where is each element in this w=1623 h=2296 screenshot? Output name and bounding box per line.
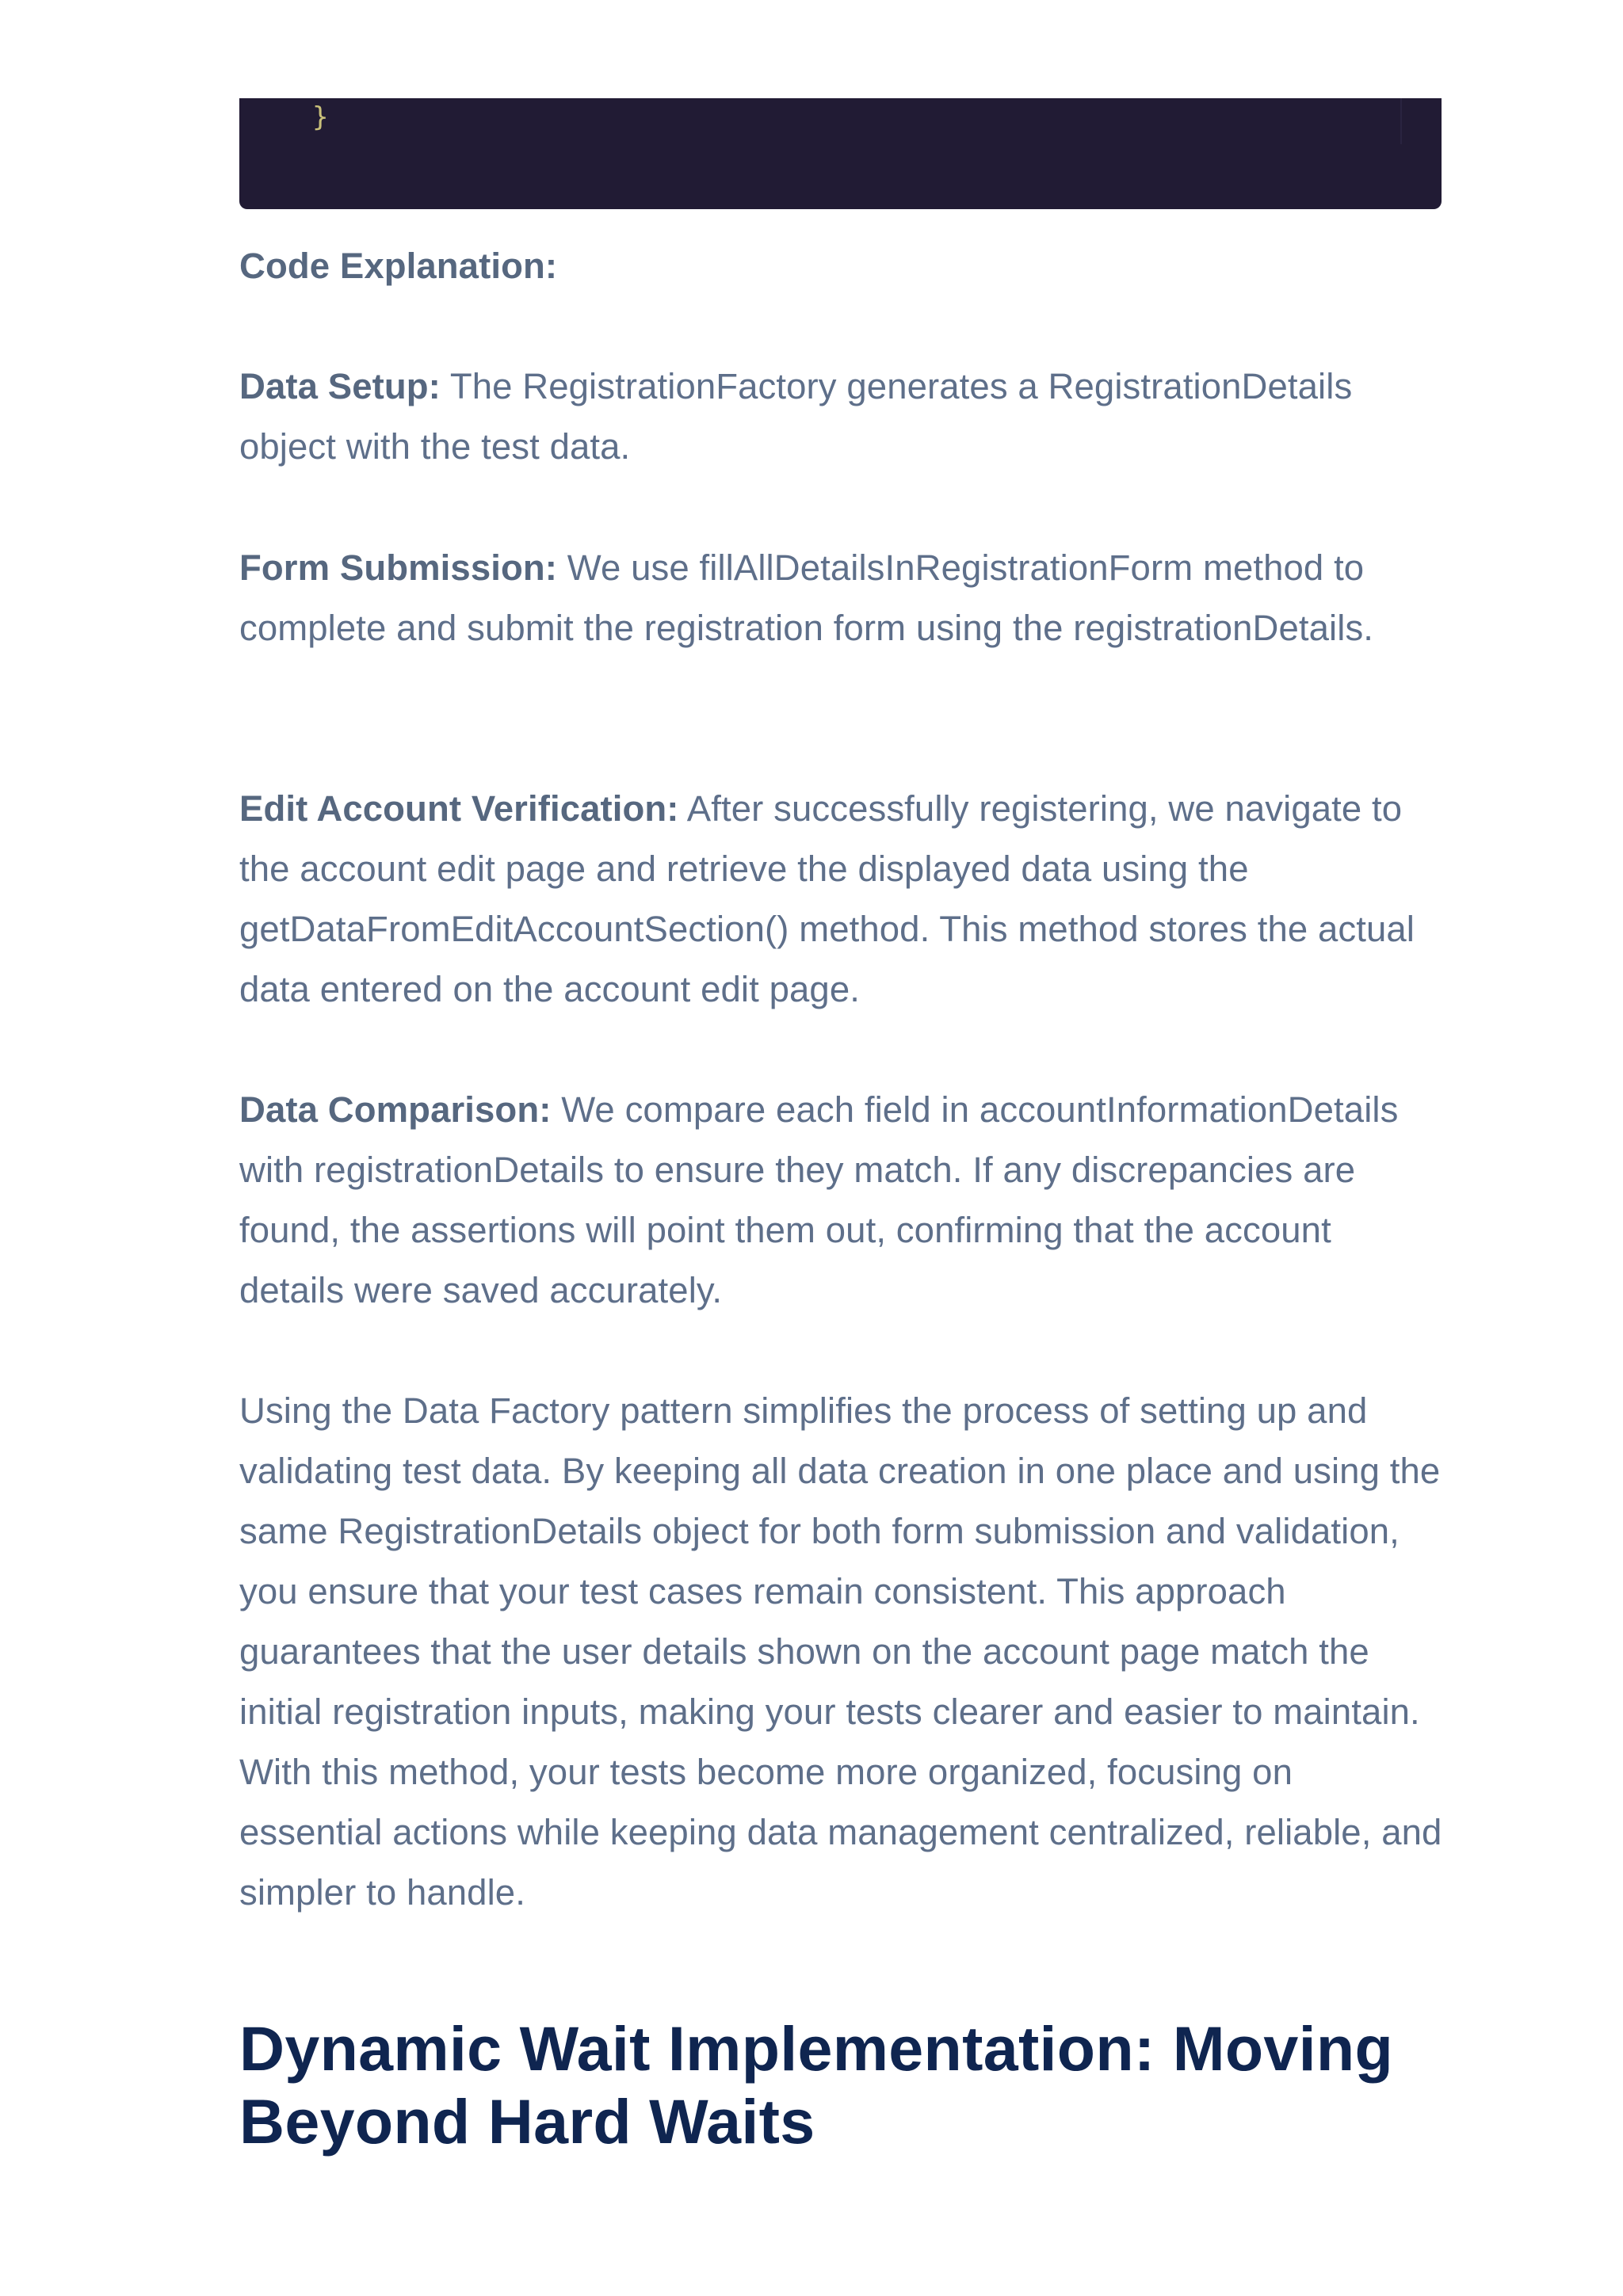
form-submission-label: Form Submission:: [239, 547, 558, 588]
summary-paragraph: Using the Data Factory pattern simplifies the process of setting up and validating test data. By keeping all data creation in one place and using the same RegistrationDetails object for both form submission and validation, you ensure that your test cases remain consistent. This approach guarantees that the user details shown on the account page match the initial registration inputs, making your tests clearer and easier to maintain. With this method, your tests become more organized, focusing on essential actions while keeping data management centralized, reliable, and simpler to handle.: [239, 1390, 1442, 1913]
code-explanation-heading: [239, 236, 1444, 296]
code-block: [239, 98, 1442, 209]
data-comparison-paragraph: [239, 1080, 1444, 1321]
form-submission-text: We use fillAllDetailsInRegistrationForm method to complete and submit the registration form using the registrationDetails.: [239, 547, 1374, 648]
data-setup-label: Data Setup:: [239, 366, 441, 406]
code-explanation-label: Code Explanation:: [239, 246, 558, 286]
data-comparison-label: Data Comparison:: [239, 1089, 552, 1130]
data-comparison-text: We compare each field in accountInformationDetails with registrationDetails to ensure they match. If any discrepancies are found, the assertions will point them out, confirming that the account details were saved accurately.: [239, 1089, 1399, 1310]
code-line-closing-brace: }: [312, 101, 329, 133]
section-heading: Dynamic Wait Implementation: Moving Beyond Hard Waits: [239, 2013, 1394, 2157]
edit-account-verification-label: Edit Account Verification:: [239, 788, 679, 829]
edit-account-verification-text: After successfully registering, we navigate to the account edit page and retrieve the displayed data using the getDataFromEditAccountSection() method. This method stores the actual data entered on the account edit page.: [239, 788, 1415, 1009]
data-setup-text: The RegistrationFactory generates a RegistrationDetails object with the test data.: [239, 366, 1353, 467]
form-submission-paragraph: [239, 538, 1444, 658]
data-setup-paragraph: [239, 357, 1444, 477]
edit-account-verification-paragraph: [239, 779, 1444, 1020]
code-scroll-edge: [1400, 98, 1402, 144]
